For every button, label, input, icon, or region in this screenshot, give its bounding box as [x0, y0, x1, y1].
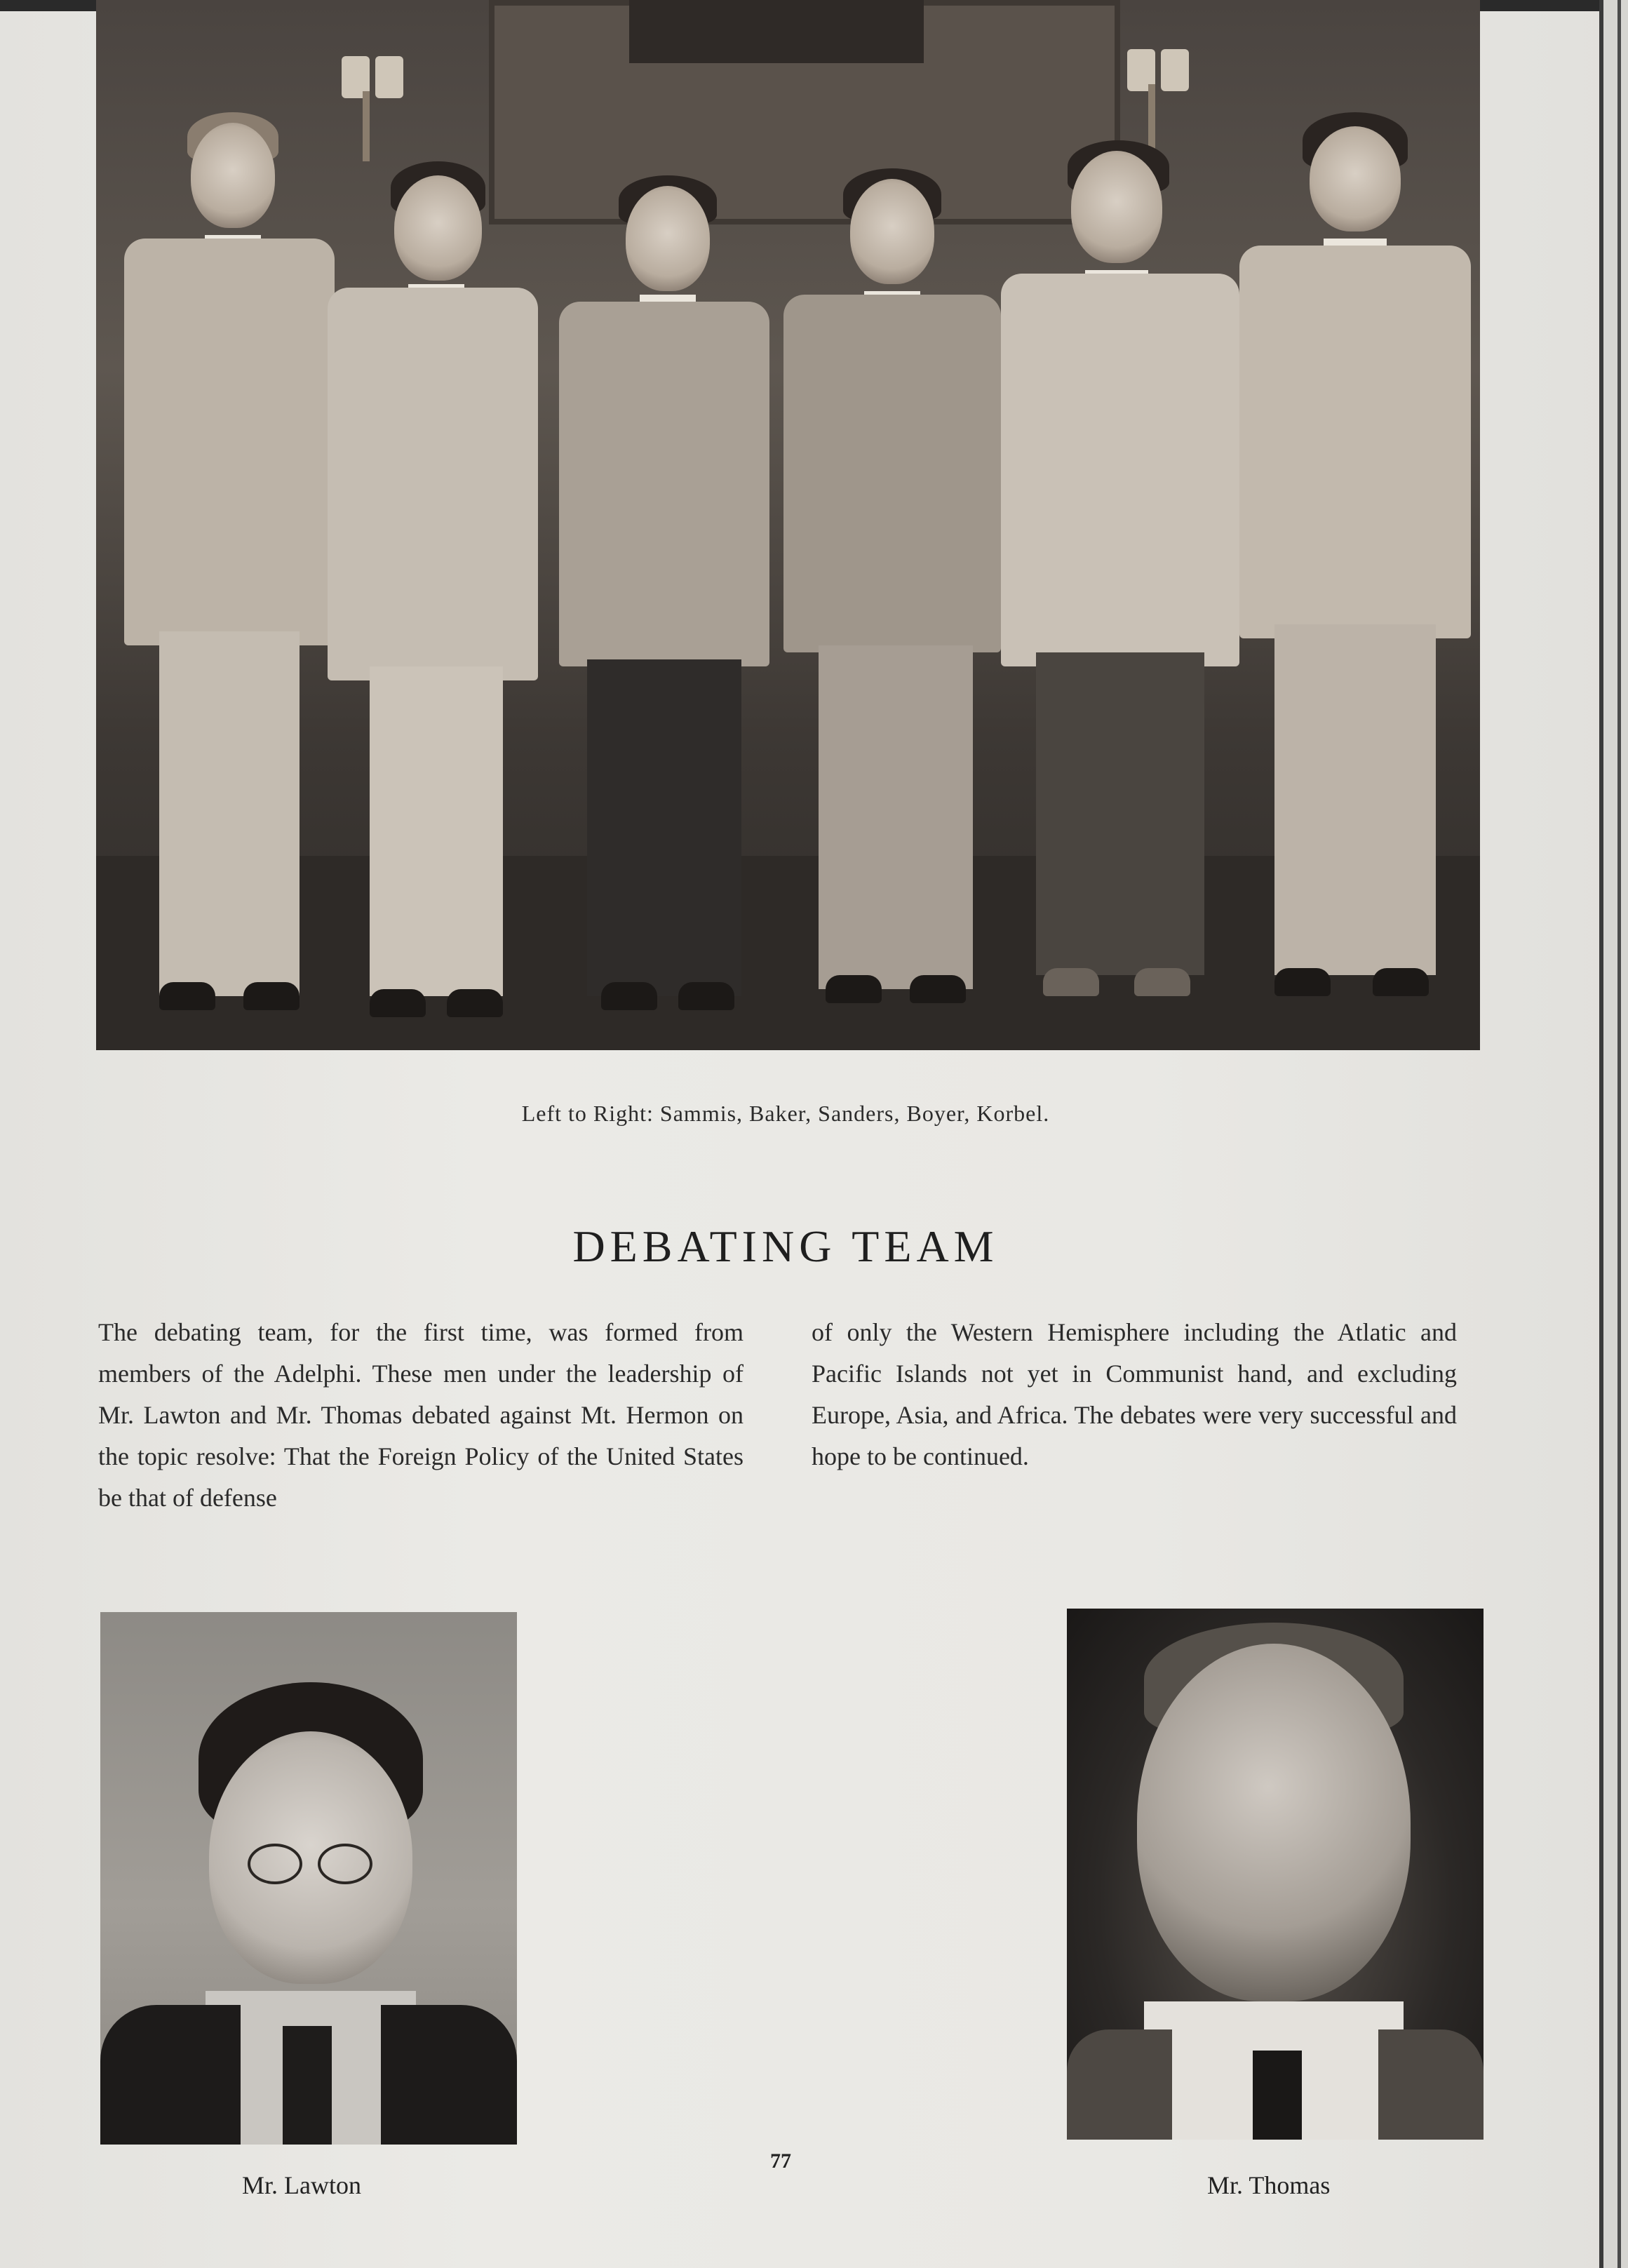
page-number: 77 [770, 2149, 791, 2173]
person-3 [559, 175, 769, 1017]
person-4 [783, 168, 1001, 1010]
person-2 [328, 161, 538, 1024]
ship-model [629, 0, 924, 63]
group-photo [96, 0, 1480, 1050]
person-6 [1239, 112, 1471, 1010]
body-text-left-column: The debating team, for the first time, was formed from members of the Adelphi. These men under the leadership of Mr. Lawton and Mr. Thomas debated against Mt. Hermon on the topic resolve: That the Foreign Policy of the United States be that of defense [98, 1318, 744, 1512]
portrait-name-lawton: Mr. Lawton [242, 2171, 361, 2199]
portrait-lawton [100, 1612, 517, 2145]
wall-sconce-left [342, 56, 391, 168]
group-photo-caption: Left to Right: Sammis, Baker, Sanders, Boyer, Korbel. [521, 1101, 1050, 1126]
page-title: DEBATING TEAM [572, 1221, 999, 1271]
portrait-name-thomas: Mr. Thomas [1207, 2171, 1331, 2199]
portrait-thomas [1067, 1609, 1484, 2140]
person-1 [124, 112, 335, 1024]
person-5 [1001, 140, 1239, 1010]
scan-binding-edge [1599, 0, 1628, 2268]
body-text-right-column: of only the Western Hemisphere including the Atlatic and Pacific Islands not yet in Communist hand, and excluding Europe, Asia, and Africa. The debates were very successful and hope to be continued. [812, 1318, 1457, 1470]
